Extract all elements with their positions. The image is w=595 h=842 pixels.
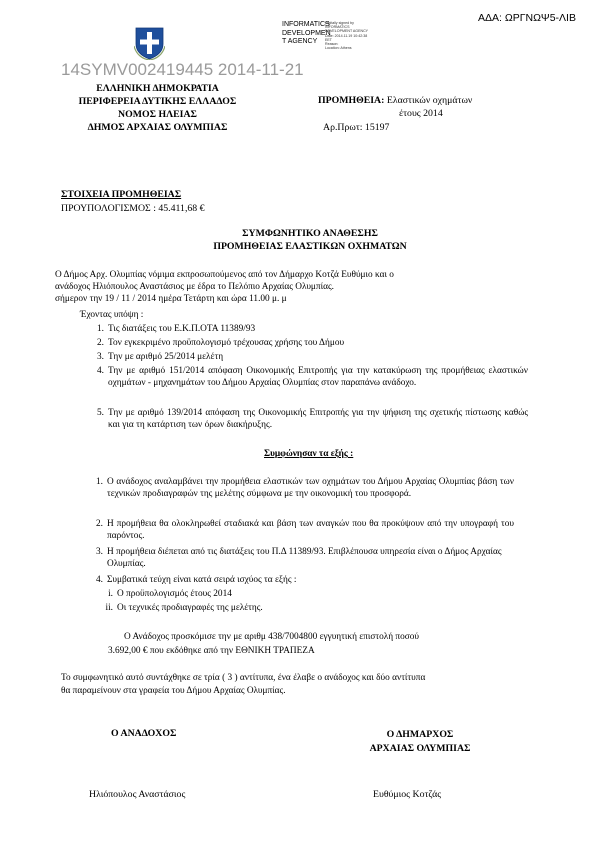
item-text: Η προμήθεια θα ολοκληρωθεί σταδιακά και βάση των αναγκών που θα προκύψουν από την υπογραφή του παρόντος. <box>107 519 514 541</box>
list-item <box>97 323 528 335</box>
list-item <box>97 351 528 363</box>
procurement-info <box>318 95 472 106</box>
agency-line: INFORMATICS <box>282 21 330 28</box>
details-heading: ΣΤΟΙΧΕΙΑ ΠΡΟΜΗΘΕΙΑΣ <box>61 189 182 200</box>
item-text: Ο ανάδοχος αναλαμβάνει την προμήθεια ελαστικών των οχημάτων του Δήμου Αρχαίας Ολυμπίας βάση των τεχνικών προδιαγραφών της μελέτης σύμφωνα με την οικονομική του προσφορά. <box>107 477 514 499</box>
header-authority <box>55 82 260 134</box>
document-title <box>150 227 470 253</box>
item-number: 3. <box>97 352 104 362</box>
item-number: i. <box>108 589 113 599</box>
agreed-heading: Συμφώνησαν τα εξής : <box>264 449 354 459</box>
header-line: ΝΟΜΟΣ ΗΛΕΙΑΣ <box>118 109 197 120</box>
agency-line: DEVELOPMEN <box>282 29 331 37</box>
having-regard: Έχοντας υπόψη : <box>80 310 144 320</box>
sig-detail-line: Location: Athens <box>325 46 352 51</box>
digital-signature-details <box>325 21 368 50</box>
item-text: Τον εγκεκριμένο προϋπολογισμό τρέχουσας χρήσης του Δήμου <box>108 338 345 348</box>
item-text: Την με αριθμό 151/2014 απόφαση Οικονομικής Επιτροπής για την κατακύρωση της προμήθειας ελαστικών οχημάτων - μηχανημάτων του Δήμου Αρχαίας Ολυμπίας στον παραπάνω ανάδοχο. <box>108 366 528 388</box>
closing-line: θα παραμείνουν στα γραφεία του Δήμου Αρχαίας Ολυμπίας. <box>61 686 286 696</box>
item-number: 3. <box>96 547 103 557</box>
item-text: Την με αριθμό 25/2014 μελέτη <box>108 352 224 362</box>
list-item <box>96 546 514 570</box>
sig-detail-line: Digitally signed by <box>325 21 354 25</box>
item-number: 2. <box>97 338 104 348</box>
protocol-number: Αρ.Πρωτ: 15197 <box>323 122 390 133</box>
item-number: 4. <box>97 366 104 376</box>
header-line: ΠΕΡΙΦΕΡΕΙΑ ΔΥΤΙΚΗΣ ΕΛΛΑΔΟΣ <box>78 96 237 107</box>
closing-line: Το συμφωνητικό αυτό συντάχθηκε σε τρία ( 3 ) αντίτυπα, ένα έλαβε ο ανάδοχος και δύο αντίτυπα <box>61 673 426 683</box>
intro-text <box>55 269 394 305</box>
closing-text <box>61 672 425 698</box>
item-text: Ο προϋπολογισμός έτους 2014 <box>117 589 232 599</box>
sig-detail-line: EET <box>325 37 332 42</box>
list-item <box>97 365 528 389</box>
intro-line: ανάδοχος Ηλιόπουλος Αναστάσιος με έδρα το Πελόπιο Αρχαίας Ολυμπίας. <box>55 282 334 292</box>
header-line: ΔΗΜΟΣ ΑΡΧΑΙΑΣ ΟΛΥΜΠΙΑΣ <box>87 122 228 133</box>
item-number: 4. <box>96 575 103 585</box>
procurement-year: έτους 2014 <box>399 108 443 119</box>
list-item <box>105 602 497 614</box>
list-item <box>97 407 528 431</box>
mayor-title <box>340 728 500 756</box>
signing-agency <box>282 21 331 47</box>
document-id-watermark: 14SYMV002419445 2014-11-21 <box>61 60 304 79</box>
guarantee-line: 3.692,00 € που εκδόθηκε από την ΕΘΝΙΚΗ ΤΡΑΠΕΖΑ <box>108 646 315 656</box>
greek-coat-of-arms-icon <box>134 26 165 60</box>
list-item <box>97 337 528 349</box>
ada-code: ΑΔΑ: ΩΡΓΝΩΨ5-ΛΙΒ <box>478 12 576 24</box>
item-text: Οι τεχνικές προδιαγραφές της μελέτης. <box>117 603 263 613</box>
guarantee-text <box>108 630 419 658</box>
sig-detail-line: DEVELOPMENT AGENCY <box>325 29 369 34</box>
item-text: Συμβατικά τεύχη είναι κατά σειρά ισχύος τα εξής : <box>107 575 297 585</box>
item-number: 2. <box>96 519 103 529</box>
list-item <box>96 574 514 586</box>
title-line-1: ΣΥΜΦΩΝΗΤΙΚΟ ΑΝΑΘΕΣΗΣ <box>242 228 378 239</box>
list-item <box>96 518 514 542</box>
item-number: 1. <box>97 324 104 334</box>
header-line: ΕΛΛΗΝΙΚΗ ΔΗΜΟΚΡΑΤΙΑ <box>96 83 219 94</box>
contractor-title: Ο ΑΝΑΔΟΧΟΣ <box>111 728 177 739</box>
sig-detail-line: INFORMATICS <box>325 25 350 30</box>
budget: ΠΡΟΥΠΟΛΟΓΙΣΜΟΣ : 45.411,68 € <box>61 203 205 214</box>
sig-detail-line: Date: 2014.11.19 10:42:38 <box>325 33 368 38</box>
list-item <box>96 476 514 500</box>
title-line-2: ΠΡΟΜΗΘΕΙΑΣ ΕΛΑΣΤΙΚΩΝ ΟΧΗΜΑΤΩΝ <box>213 241 407 252</box>
mayor-name: Ευθύμιος Κοτζάς <box>373 789 442 800</box>
guarantee-line: Ο Ανάδοχος προσκόμισε την με αριθμ 438/7004800 εγγυητική επιστολή ποσού <box>124 632 419 642</box>
contractor-name: Ηλιόπουλος Αναστάσιος <box>89 789 186 800</box>
agency-line: T AGENCY <box>282 38 318 45</box>
item-text: Η προμήθεια διέπεται από τις διατάξεις του Π.Δ 11389/93. Επιβλέπουσα υπηρεσία είναι ο Δήμος Αρχαίας Ολυμπίας. <box>107 547 502 569</box>
procurement-value: Ελαστικών οχημάτων <box>386 95 473 106</box>
intro-line: σήμερον την 19 / 11 / 2014 ημέρα Τετάρτη και ώρα 11.00 μ. μ <box>55 294 287 304</box>
item-number: 1. <box>96 477 103 487</box>
mayor-title-line: Ο ΔΗΜΑΡΧΟΣ <box>386 729 454 740</box>
mayor-title-line: ΑΡΧΑΙΑΣ ΟΛΥΜΠΙΑΣ <box>369 743 471 754</box>
item-text: Τις διατάξεις του Ε.Κ.Π.ΟΤΑ 11389/93 <box>108 324 256 334</box>
list-item <box>108 588 497 600</box>
intro-line: Ο Δήμος Αρχ. Ολυμπίας νόμιμα εκπροσωπούμενος από τον Δήμαρχο Κοτζά Ευθύμιο και ο <box>55 270 394 280</box>
item-text: Την με αριθμό 139/2014 απόφαση της Οικονομικής Επιτροπής για την ψήφιση της σχετικής πίστωσης καθώς και για τη κατάρτιση των όρων διακήρυξης. <box>108 408 528 430</box>
sig-detail-line: Reason: <box>325 42 339 47</box>
item-number: 5. <box>97 408 104 418</box>
procurement-label: ΠΡΟΜΗΘΕΙΑ: <box>318 95 385 106</box>
item-number: ii. <box>105 603 113 613</box>
